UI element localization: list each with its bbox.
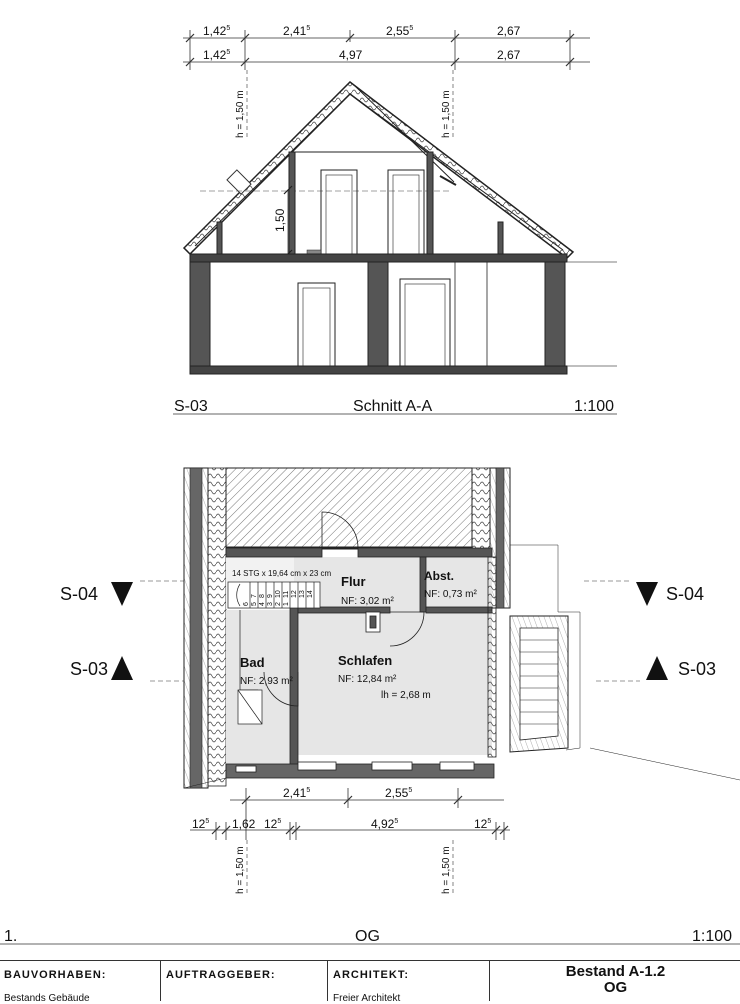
svg-text:h = 1,50 m: h = 1,50 m [441,846,452,894]
svg-text:h = 1,50 m: h = 1,50 m [235,90,246,138]
tb-sheet-title: Bestand A-1.2 [565,963,666,980]
svg-text:1,425: 1,42$^5$ [203,24,231,38]
plan-dim-labels [192,786,491,894]
title-block [0,960,740,1004]
svg-text:S-04: S-04 [60,584,99,604]
tb-auftraggeber-label: AUFTRAGGEBER: [166,969,276,981]
tb-architekt-label: ARCHITEKT: [333,969,409,981]
svg-text:125: $12^5$ [474,817,492,831]
svg-text:1.: 1. [4,928,18,945]
svg-text:2,67: 2,67 [497,24,521,38]
svg-text:14: 14 [307,590,314,598]
svg-text:11: 11 [283,590,290,598]
svg-text:125: $12^5$ [192,817,210,831]
svg-text:S-03: S-03 [70,659,109,679]
svg-text:Abst.: Abst. [424,569,454,583]
svg-text:2: 2 [275,602,282,606]
svg-text:NF: 3,02 m²: NF: 3,02 m² [341,596,394,607]
tb-bauvorhaben [0,961,161,1004]
svg-text:S-03: S-03 [678,659,717,679]
svg-text:5: 5 [251,602,258,606]
svg-text:S-04: S-04 [666,584,705,604]
svg-text:2,67: 2,67 [497,48,521,62]
section-height-markers [235,70,453,140]
svg-text:4,97: 4,97 [339,48,363,62]
svg-text:NF: 0,73 m²: NF: 0,73 m² [424,589,477,600]
svg-text:9: 9 [267,594,274,598]
svg-text:1,50: 1,50 [273,208,287,232]
svg-text:h = 1,50 m: h = 1,50 m [441,90,452,138]
tb-bauvorhaben-label: BAUVORHABEN: [4,969,107,981]
tb-auftraggeber [162,961,328,1001]
svg-text:2,555: 2,55$^5$ [386,24,414,38]
svg-text:S-03: S-03 [174,398,208,415]
svg-text:h = 1,50 m: h = 1,50 m [235,846,246,894]
svg-text:2,555: 2,55$^5$ [385,786,413,800]
svg-text:Flur: Flur [341,574,366,589]
tb-sheet-sub: OG [603,979,628,996]
svg-text:Schnitt A-A: Schnitt A-A [353,398,433,415]
svg-text:4,925: 4,92$^5$ [371,817,399,831]
svg-text:1:100: 1:100 [692,928,733,945]
tb-sheet [491,961,740,1001]
tb-architekt [329,961,490,1004]
svg-text:Schlafen: Schlafen [338,653,393,668]
svg-text:1:100: 1:100 [574,398,615,415]
svg-text:1,62: 1,62 [232,817,256,831]
svg-text:6: 6 [243,602,250,606]
section-dim-labels [203,24,521,62]
plan-roof-void [226,468,472,548]
svg-text:14 STG x 19,64 cm x 23 cm: 14 STG x 19,64 cm x 23 cm [232,569,332,578]
svg-text:10: 10 [275,590,282,598]
section-lower-floor [190,262,565,366]
svg-text:7: 7 [251,594,258,598]
tb-architekt-value: Freier Architekt [333,993,401,1004]
svg-text:lh = 2,68 m: lh = 2,68 m [381,690,431,701]
svg-text:13: 13 [299,590,306,598]
svg-text:Bad: Bad [240,655,265,670]
section-title [174,398,614,415]
svg-text:NF: 12,84 m²: NF: 12,84 m² [338,674,397,685]
svg-text:2,415: 2,41$^5$ [283,786,311,800]
svg-text:12: 12 [291,590,298,598]
svg-text:3: 3 [267,602,274,606]
svg-text:2,415: 2,41$^5$ [283,24,311,38]
svg-text:8: 8 [259,594,266,598]
svg-text:1,425: 1,42$^5$ [203,48,231,62]
plan-title [4,928,732,945]
svg-text:1: 1 [283,602,290,606]
svg-text:OG: OG [355,928,380,945]
svg-text:NF: 2,93 m²: NF: 2,93 m² [240,676,293,687]
svg-text:125: $12^5$ [264,817,282,831]
tb-bauvorhaben-value: Bestands Gebäude [4,993,90,1004]
svg-text:4: 4 [259,602,266,606]
